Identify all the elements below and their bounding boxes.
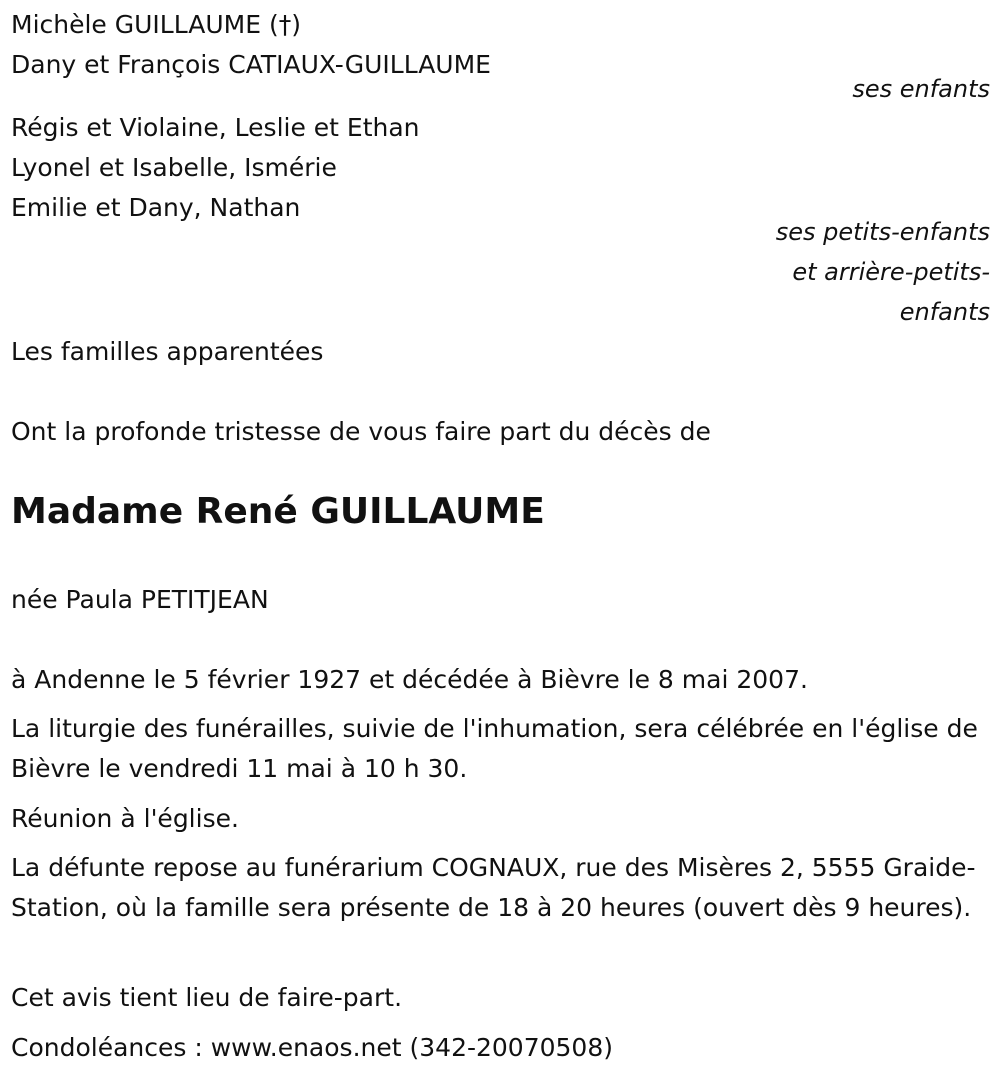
child-name-1: Michèle GUILLAUME (†) [11, 10, 301, 39]
funeral-liturgy: La liturgie des funérailles, suivie de l'inhumation, sera célébrée en l'église de Bièvre le vendredi 11 mai à 10 h 30. [11, 714, 978, 783]
child-name-2: Dany et François CATIAUX-GUILLAUME [11, 50, 491, 79]
maiden-name: née Paula PETITJEAN [11, 585, 269, 614]
grandchildren-role-line-2: et arrière-petits- [792, 258, 990, 286]
deceased-name: Madame René GUILLAUME [11, 491, 545, 532]
grandchild-name-2: Lyonel et Isabelle, Ismérie [11, 153, 337, 182]
children-role: ses enfants [852, 75, 990, 103]
grandchildren-role-line-3: enfants [899, 298, 990, 326]
relatives-line: Les familles apparentées [11, 337, 324, 366]
grandchild-name-3: Emilie et Dany, Nathan [11, 193, 301, 222]
funerarium-details: La défunte repose au funérarium COGNAUX, rue des Misères 2, 5555 Graide-Station, où la famille sera présente de 18 à 20 heures (ouvert dès 9 heures). [11, 853, 976, 922]
notice-statement: Cet avis tient lieu de faire-part. [11, 983, 403, 1012]
church-meeting: Réunion à l'église. [11, 804, 239, 833]
condolences-line: Condoléances : www.enaos.net (342-20070508) [11, 1033, 613, 1062]
grandchild-name-1: Régis et Violaine, Leslie et Ethan [11, 113, 420, 142]
birth-death-details: à Andenne le 5 février 1927 et décédée à Bièvre le 8 mai 2007. [11, 665, 808, 694]
grandchildren-role-line-1: ses petits-enfants [775, 218, 990, 246]
announcement-text: Ont la profonde tristesse de vous faire part du décès de [11, 417, 711, 446]
